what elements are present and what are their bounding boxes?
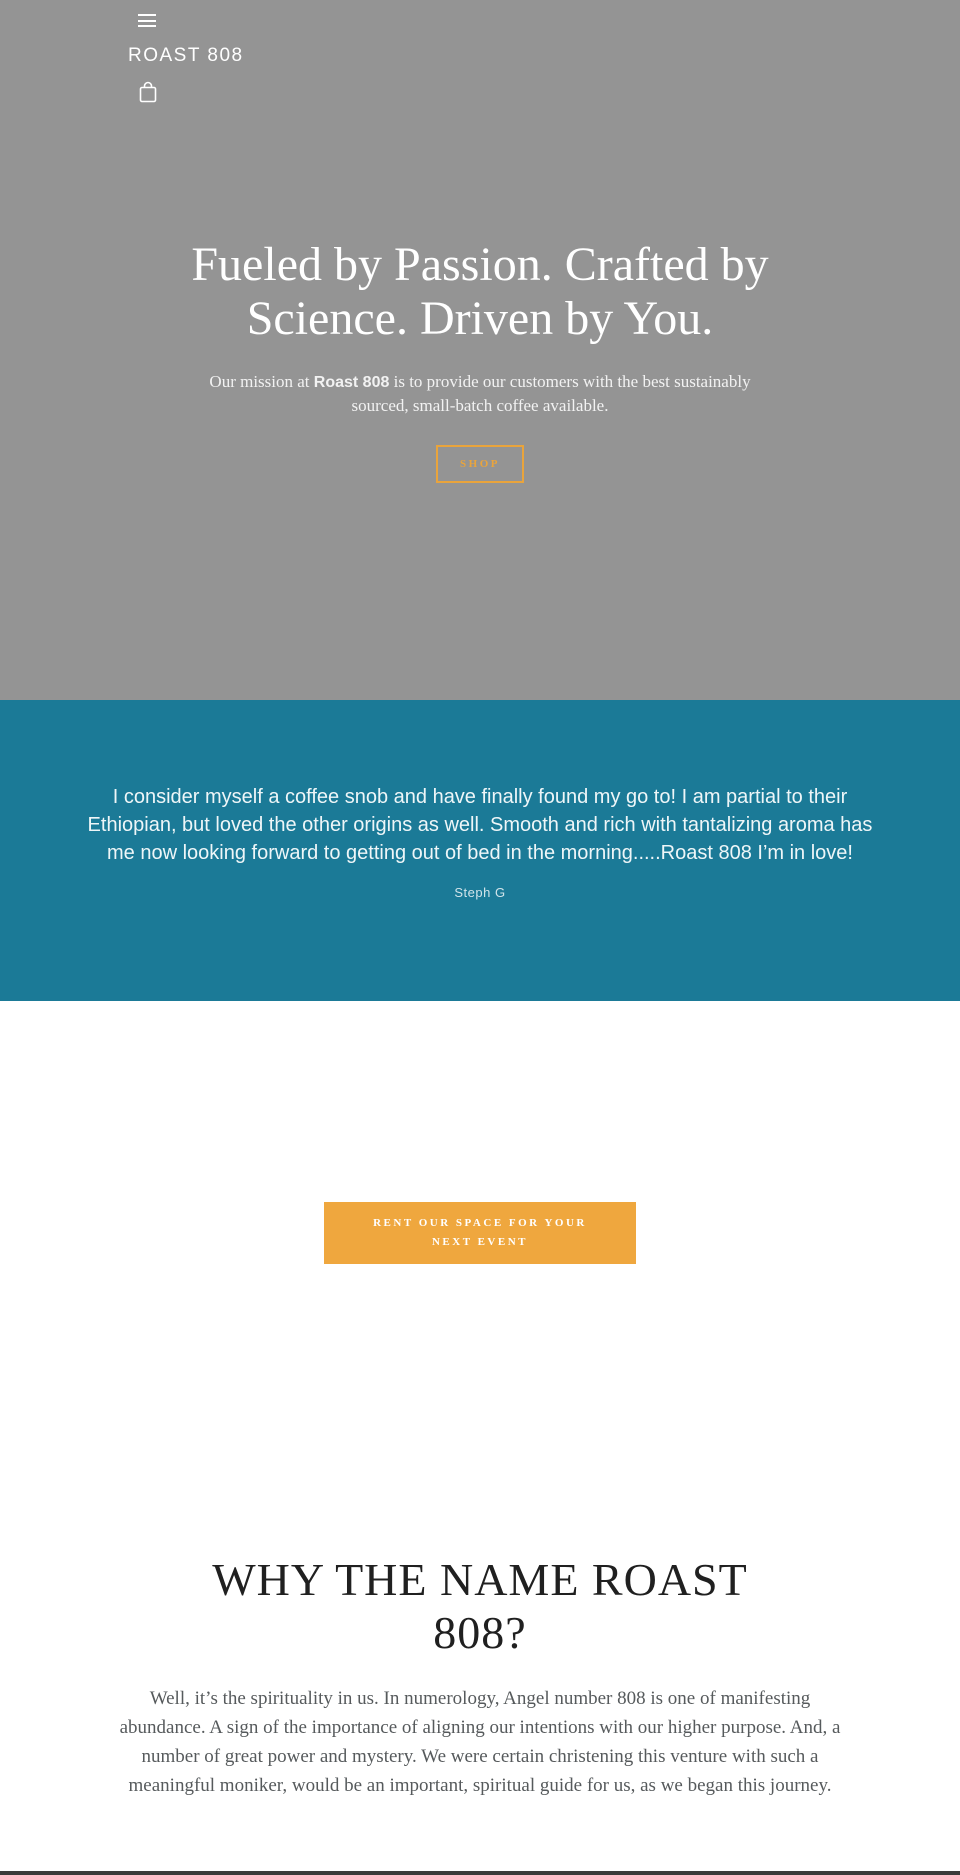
cart-bag-icon[interactable] (138, 81, 158, 103)
testimonial-author: Steph G (454, 885, 506, 900)
site-header (0, 0, 960, 103)
shop-button[interactable]: SHOP (436, 445, 524, 483)
hero-subtitle-brand: Roast 808 (313, 373, 390, 391)
menu-hamburger-icon[interactable] (138, 14, 156, 27)
brand-logo[interactable]: ROAST 808 (128, 45, 244, 66)
cta-section (0, 1001, 960, 1554)
hero-subtitle-prefix: Our mission at (209, 371, 314, 391)
hero-section (0, 0, 960, 700)
testimonial-section (0, 700, 960, 1001)
testimonial-quote: I consider myself a coffee snob and have finally found my go to! I am partial to their Ethiopian, but loved the other origins as well. Smooth and rich with tantalizing aroma has me now looking forward to getting out of bed in the morning.....Roast 808 I’m in love! (87, 786, 873, 864)
footer-top-bar (0, 1871, 960, 1875)
hero-subtitle (200, 370, 760, 419)
about-section (0, 1554, 960, 1800)
hero-content (0, 238, 960, 483)
about-heading: WHY THE NAME ROAST 808? (212, 1554, 748, 1658)
hero-title: Fueled by Passion. Crafted by Science. Driven by You. (191, 238, 769, 345)
rent-space-button[interactable]: RENT OUR SPACE FOR YOUR NEXT EVENT (324, 1202, 636, 1264)
about-body-text: Well, it’s the spirituality in us. In numerology, Angel number 808 is one of manifesting abundance. A sign of the importance of aligning our intentions with our higher purpose. And, a number of great power and mystery. We were certain christening this venture with such a meaningful moniker, would be an important, spiritual guide for us, as we began this journey. (119, 1687, 841, 1796)
hero-subtitle-suffix: is to provide our customers with the best sustainably sourced, small-batch coffee available. (351, 371, 751, 416)
